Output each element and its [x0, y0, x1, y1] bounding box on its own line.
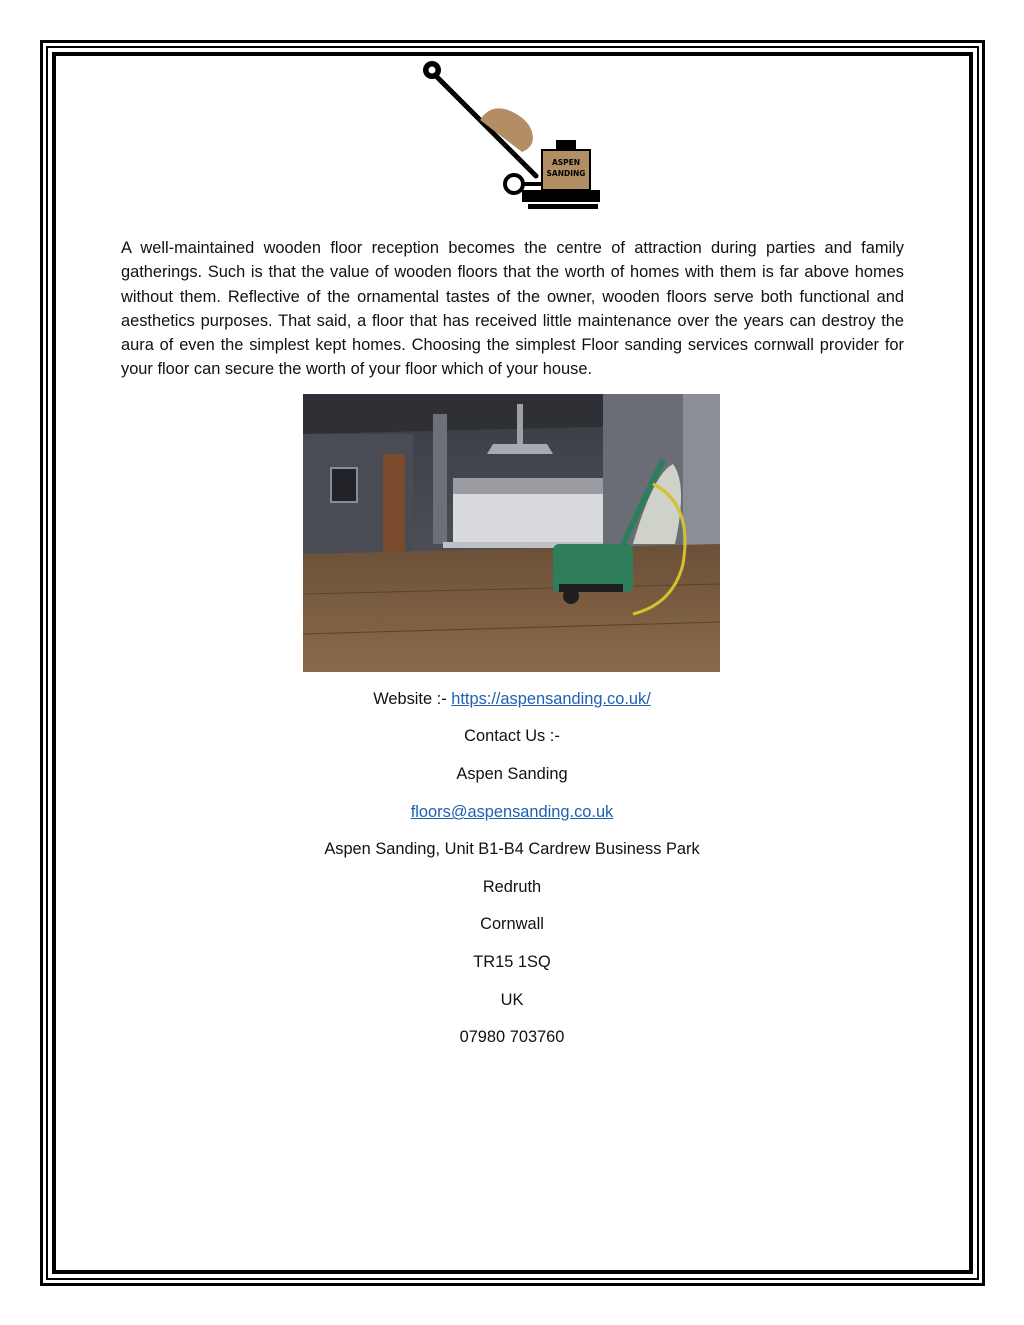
logo-text-line2: SANDING — [546, 169, 586, 178]
phone-number: 07980 703760 — [459, 1028, 565, 1046]
country: UK — [500, 991, 524, 1009]
aspen-sanding-logo — [418, 58, 608, 216]
website-link[interactable]: https://aspensanding.co.uk/ — [451, 690, 651, 708]
website-line — [0, 688, 1024, 710]
address-line: Aspen Sanding, Unit B1-B4 Cardrew Business Park — [324, 840, 700, 858]
company-name: Aspen Sanding — [456, 765, 568, 783]
county: Cornwall — [480, 915, 544, 933]
email-link[interactable]: floors@aspensanding.co.uk — [410, 803, 614, 821]
contact-heading: Contact Us :- — [464, 727, 560, 745]
floor-sanding-photo — [303, 394, 720, 672]
town: Redruth — [482, 878, 542, 896]
website-label: Website :- — [373, 690, 452, 708]
logo-text-line1: ASPEN — [551, 158, 581, 167]
intro-paragraph: A well-maintained wooden floor reception becomes the centre of attraction during parties and family gatherings. Such is that the value of wooden floors that the worth of homes with them is far above homes without them. Reflective of the ornamental tastes of the owner, wooden floors serve both functional and aesthetics purposes. That said, a floor that has received little maintenance over the years can destroy the aura of even the simplest kept homes. Choosing the simplest Floor sanding services cornwall provider for your floor can secure the worth of your floor which of your house. — [121, 239, 904, 379]
postcode: TR15 1SQ — [473, 953, 551, 971]
email-line — [0, 801, 1024, 823]
